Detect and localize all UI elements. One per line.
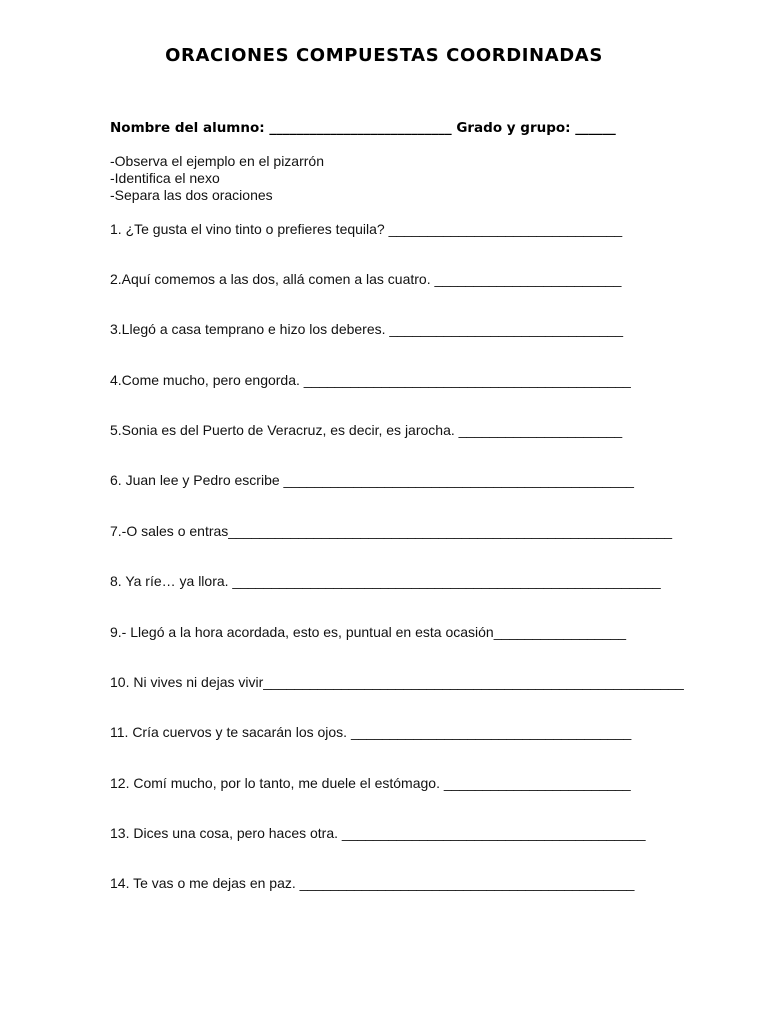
- exercise-item: 6. Juan lee y Pedro escribe _____________________________________________: [110, 472, 634, 488]
- exercise-item: 13. Dices una cosa, pero haces otra. _______________________________________: [110, 825, 646, 841]
- instruction-item: -Observa el ejemplo en el pizarrón: [110, 153, 324, 169]
- page-title: ORACIONES COMPUESTAS COORDINADAS: [165, 45, 603, 66]
- instruction-item: -Identifica el nexo: [110, 170, 220, 186]
- exercise-item: 8. Ya ríe… ya llora. _______________________________________________________: [110, 573, 661, 589]
- exercise-item: 7.-O sales o entras_________________________________________________________: [110, 523, 673, 539]
- exercise-item: 11. Cría cuervos y te sacarán los ojos. ____________________________________: [110, 724, 632, 740]
- exercise-item: 2.Aquí comemos a las dos, allá comen a las cuatro. ________________________: [110, 271, 622, 287]
- exercise-item: 5.Sonia es del Puerto de Veracruz, es decir, es jarocha. _____________________: [110, 422, 623, 438]
- exercise-item: 12. Comí mucho, por lo tanto, me duele el estómago. ________________________: [110, 775, 631, 791]
- exercise-item: 14. Te vas o me dejas en paz. ___________________________________________: [110, 875, 635, 891]
- instructions-list: [110, 153, 324, 204]
- exercise-item: 10. Ni vives ni dejas vivir______________________________________________________: [110, 674, 684, 690]
- instruction-item: -Separa las dos oraciones: [110, 187, 273, 203]
- exercise-item: 3.Llegó a casa temprano e hizo los deberes. ______________________________: [110, 321, 623, 337]
- exercise-item: 4.Come mucho, pero engorda. __________________________________________: [110, 372, 631, 388]
- exercise-item: 9.- Llegó a la hora acordada, esto es, puntual en esta ocasión_________________: [110, 624, 627, 640]
- exercise-item: 1. ¿Te gusta el vino tinto o prefieres tequila? ______________________________: [110, 221, 623, 237]
- student-info-line: Nombre del alumno: ___________________________ Grado y grupo: ______: [110, 120, 616, 136]
